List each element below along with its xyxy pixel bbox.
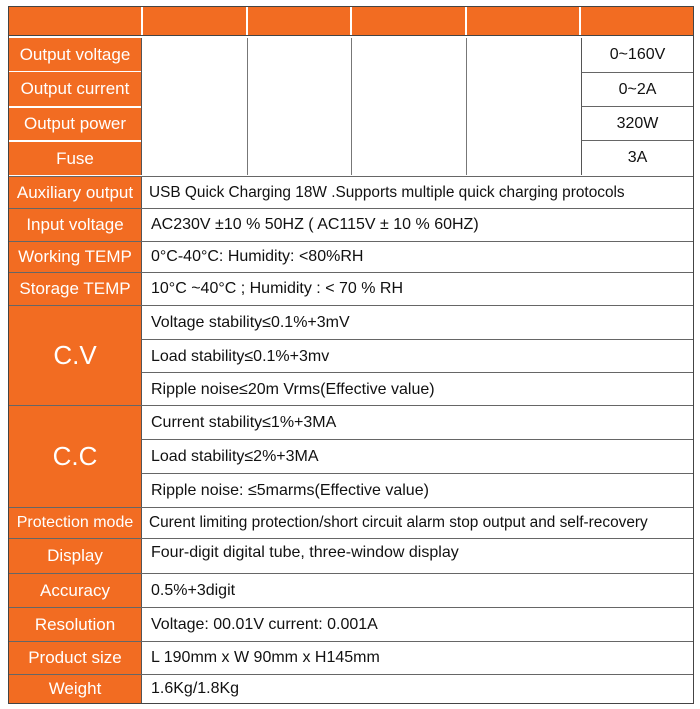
spec-row bbox=[9, 574, 693, 607]
spec-row bbox=[9, 72, 693, 106]
spec-label: Storage TEMP bbox=[9, 273, 141, 305]
spec-value: Voltage: 00.01V current: 0.001A bbox=[141, 608, 693, 641]
spec-value: 0.5%+3digit bbox=[141, 574, 693, 607]
spec-row bbox=[9, 608, 693, 641]
spec-label: Accuracy bbox=[9, 574, 141, 607]
spec-value: L 190mm x W 90mm x H145mm bbox=[141, 642, 693, 674]
header-cell bbox=[9, 7, 141, 35]
spec-label: Display bbox=[9, 539, 141, 573]
cc-item: Load stability≤2%+3MA bbox=[141, 439, 693, 474]
cc-label: C.C bbox=[9, 406, 141, 507]
cc-group bbox=[9, 406, 693, 507]
spec-row bbox=[9, 642, 693, 674]
spec-label: Fuse bbox=[9, 140, 141, 175]
spec-label: Weight bbox=[9, 675, 141, 703]
spec-label: Input voltage bbox=[9, 209, 141, 241]
spec-value: 1.6Kg/1.8Kg bbox=[141, 675, 693, 703]
spec-row bbox=[9, 242, 693, 272]
spec-row bbox=[9, 209, 693, 241]
cv-label: C.V bbox=[9, 306, 141, 405]
spec-row bbox=[9, 508, 693, 538]
spec-row bbox=[9, 273, 693, 305]
spec-label: Resolution bbox=[9, 608, 141, 641]
spec-label: Working TEMP bbox=[9, 242, 141, 272]
spec-row bbox=[9, 675, 693, 703]
spec-value: 0~2A bbox=[581, 72, 693, 106]
spec-value: 0°C-40°C: Humidity: <80%RH bbox=[141, 242, 693, 272]
spec-label: Protection mode bbox=[9, 508, 141, 538]
cc-item: Ripple noise: ≤5marms(Effective value) bbox=[141, 473, 693, 508]
spec-value: 3A bbox=[581, 140, 693, 175]
spec-label: Product size bbox=[9, 642, 141, 674]
spec-value: 10°C ~40°C ; Humidity : < 70 % RH bbox=[141, 273, 693, 305]
spec-label: Output current bbox=[9, 72, 141, 106]
output-block bbox=[9, 38, 693, 175]
spec-value: 0~160V bbox=[581, 38, 693, 72]
cv-item: Ripple noise≤20m Vrms(Effective value) bbox=[141, 372, 693, 406]
spec-value: 320W bbox=[581, 106, 693, 140]
header-cell bbox=[248, 7, 350, 35]
spec-value: USB Quick Charging 18W .Supports multiple quick charging protocols bbox=[141, 177, 693, 208]
header-row bbox=[9, 7, 693, 35]
spec-row bbox=[9, 38, 693, 72]
spec-label: Auxiliary output bbox=[9, 177, 141, 208]
spec-value: Curent limiting protection/short circuit alarm stop output and self-recovery bbox=[141, 508, 693, 538]
spec-label: Output power bbox=[9, 106, 141, 140]
spec-value: Four-digit digital tube, three-window display bbox=[141, 539, 693, 573]
cv-item: Voltage stability≤0.1%+3mV bbox=[141, 306, 693, 339]
cv-group bbox=[9, 306, 693, 405]
spec-row bbox=[9, 106, 693, 140]
cv-item: Load stability≤0.1%+3mv bbox=[141, 339, 693, 373]
header-cell bbox=[352, 7, 465, 35]
spec-row bbox=[9, 140, 693, 175]
spec-row bbox=[9, 177, 693, 208]
header-cell bbox=[581, 7, 693, 35]
spec-label: Output voltage bbox=[9, 38, 141, 72]
spec-value: AC230V ±10 % 50HZ ( AC115V ± 10 % 60HZ) bbox=[141, 209, 693, 241]
header-cell bbox=[467, 7, 579, 35]
spec-row bbox=[9, 539, 693, 573]
header-cell bbox=[143, 7, 246, 35]
cc-item: Current stability≤1%+3MA bbox=[141, 406, 693, 439]
spec-table bbox=[8, 6, 694, 704]
